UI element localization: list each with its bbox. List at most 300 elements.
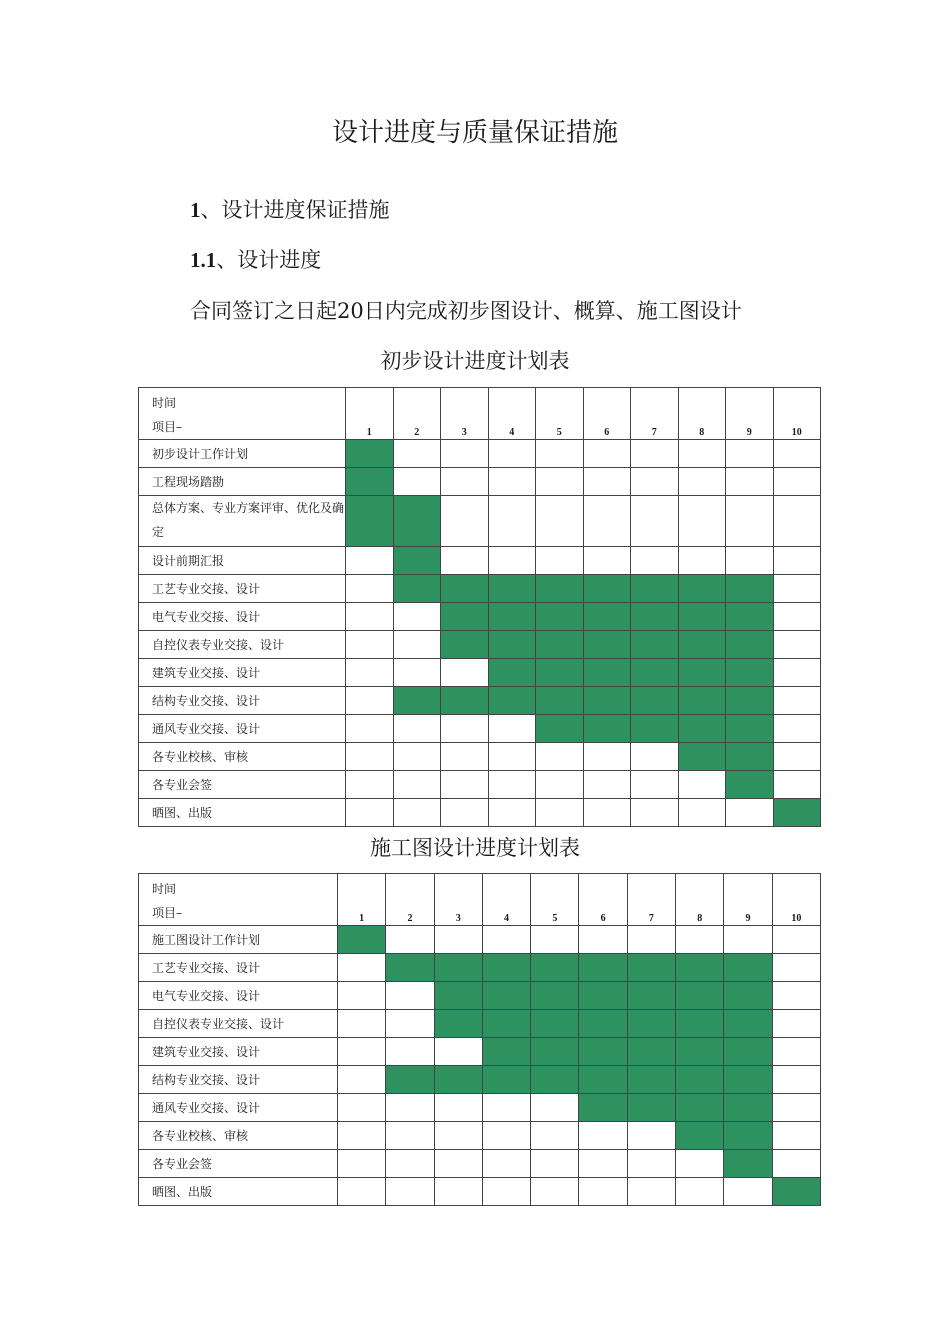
table-row <box>139 799 821 827</box>
gantt-empty-cell <box>441 468 489 496</box>
gantt-bar-cell <box>724 1038 772 1066</box>
header-row <box>139 874 821 926</box>
task-name-cell <box>139 1010 338 1038</box>
gantt-empty-cell <box>434 926 482 954</box>
gantt-bar-cell <box>531 982 579 1010</box>
task-name: 自控仪表专业交接、设计 <box>152 638 285 652</box>
gantt-empty-cell <box>338 954 386 982</box>
day-header-4: 4 <box>482 874 530 926</box>
gantt-empty-cell <box>441 799 489 827</box>
table-row <box>139 440 821 468</box>
gantt-empty-cell <box>386 1122 434 1150</box>
gantt-empty-cell <box>531 1094 579 1122</box>
gantt-empty-cell <box>488 440 536 468</box>
gantt-bar-cell <box>441 631 489 659</box>
preliminary-design-schedule-table <box>138 387 821 827</box>
day-header-3: 3 <box>434 874 482 926</box>
task-name-cell <box>139 1066 338 1094</box>
gantt-bar-cell <box>631 687 679 715</box>
gantt-bar-cell <box>627 954 675 982</box>
gantt-empty-cell <box>631 743 679 771</box>
gantt-empty-cell <box>678 496 726 547</box>
gantt-bar-cell <box>724 982 772 1010</box>
gantt-empty-cell <box>678 440 726 468</box>
gantt-bar-cell <box>724 954 772 982</box>
gantt-empty-cell <box>583 496 631 547</box>
gantt-empty-cell <box>579 1122 627 1150</box>
gantt-bar-cell <box>676 954 724 982</box>
gantt-bar-cell <box>627 1066 675 1094</box>
gantt-bar-cell <box>531 1038 579 1066</box>
gantt-bar-cell <box>726 659 774 687</box>
gantt-empty-cell <box>346 743 394 771</box>
table-row <box>139 603 821 631</box>
task-name-cell <box>139 799 346 827</box>
gantt-bar-cell <box>536 659 584 687</box>
gantt-empty-cell <box>338 1010 386 1038</box>
table-row <box>139 954 821 982</box>
gantt-empty-cell <box>583 440 631 468</box>
task-name: 自控仪表专业交接、设计 <box>152 1017 285 1031</box>
gantt-empty-cell <box>488 743 536 771</box>
gantt-bar-cell <box>627 1094 675 1122</box>
gantt-bar-cell <box>393 547 441 575</box>
gantt-empty-cell <box>531 1122 579 1150</box>
gantt-empty-cell <box>488 771 536 799</box>
gantt-empty-cell <box>393 468 441 496</box>
gantt-empty-cell <box>346 603 394 631</box>
gantt-empty-cell <box>434 1178 482 1206</box>
task-name-cell <box>139 687 346 715</box>
gantt-bar-cell <box>434 954 482 982</box>
gantt-empty-cell <box>482 1178 530 1206</box>
gantt-bar-cell <box>726 687 774 715</box>
header-label-cell <box>139 388 346 440</box>
gantt-empty-cell <box>531 1178 579 1206</box>
gantt-bar-cell <box>579 1010 627 1038</box>
gantt-bar-cell <box>678 575 726 603</box>
gantt-empty-cell <box>338 1066 386 1094</box>
table-row <box>139 1150 821 1178</box>
gantt-bar-cell <box>579 982 627 1010</box>
gantt-empty-cell <box>393 743 441 771</box>
gantt-empty-cell <box>488 799 536 827</box>
table-row <box>139 1122 821 1150</box>
gantt-empty-cell <box>627 1122 675 1150</box>
gantt-empty-cell <box>434 1150 482 1178</box>
gantt-bar-cell <box>627 1038 675 1066</box>
preliminary-table-caption: 初步设计进度计划表 <box>380 349 570 373</box>
task-name-cell <box>139 468 346 496</box>
gantt-empty-cell <box>536 496 584 547</box>
gantt-empty-cell <box>726 547 774 575</box>
gantt-bar-cell <box>579 1038 627 1066</box>
task-name: 各专业校核、审核 <box>152 750 249 764</box>
gantt-empty-cell <box>627 926 675 954</box>
construction-drawing-schedule-table <box>138 873 821 1206</box>
gantt-bar-cell <box>482 1038 530 1066</box>
gantt-empty-cell <box>631 468 679 496</box>
section-1-1-heading <box>190 244 321 274</box>
gantt-empty-cell <box>536 743 584 771</box>
gantt-bar-cell <box>726 715 774 743</box>
gantt-empty-cell <box>386 982 434 1010</box>
gantt-empty-cell <box>772 1066 820 1094</box>
gantt-bar-cell <box>579 1094 627 1122</box>
task-name: 设计前期汇报 <box>152 554 225 568</box>
gantt-bar-cell <box>441 687 489 715</box>
task-name: 结构专业交接、设计 <box>152 1073 261 1087</box>
task-name-cell <box>139 743 346 771</box>
task-name-cell <box>139 954 338 982</box>
task-name: 电气专业交接、设计 <box>152 610 261 624</box>
task-name-cell <box>139 1038 338 1066</box>
gantt-empty-cell <box>583 799 631 827</box>
gantt-bar-cell <box>579 1066 627 1094</box>
gantt-bar-cell <box>583 631 631 659</box>
gantt-empty-cell <box>393 603 441 631</box>
gantt-empty-cell <box>773 631 821 659</box>
gantt-empty-cell <box>773 547 821 575</box>
task-name: 初步设计工作计划 <box>152 447 249 461</box>
gantt-bar-cell <box>724 1066 772 1094</box>
gantt-bar-cell <box>726 575 774 603</box>
gantt-bar-cell <box>346 496 394 547</box>
day-header-5: 5 <box>536 388 584 440</box>
table-row <box>139 1094 821 1122</box>
table-row <box>139 468 821 496</box>
gantt-bar-cell <box>386 954 434 982</box>
schedule-paragraph: 合同签订之日起20日内完成初步图设计、概算、施工图设计 <box>190 299 742 323</box>
gantt-empty-cell <box>338 1122 386 1150</box>
gantt-empty-cell <box>676 926 724 954</box>
day-header-6: 6 <box>583 388 631 440</box>
gantt-empty-cell <box>338 1150 386 1178</box>
table-row <box>139 1066 821 1094</box>
task-name-cell <box>139 715 346 743</box>
task-name: 施工图设计工作计划 <box>152 933 261 947</box>
document-title: 设计进度与质量保证措施 <box>331 118 618 148</box>
task-name: 建筑专业交接、设计 <box>152 666 261 680</box>
gantt-empty-cell <box>579 1150 627 1178</box>
gantt-empty-cell <box>773 496 821 547</box>
section-1-heading <box>190 194 390 224</box>
task-name-cell <box>139 926 338 954</box>
gantt-empty-cell <box>434 1122 482 1150</box>
gantt-empty-cell <box>726 799 774 827</box>
gantt-empty-cell <box>583 743 631 771</box>
item-label: 项目– <box>152 420 183 434</box>
gantt-empty-cell <box>627 1178 675 1206</box>
construction-table-caption: 施工图设计进度计划表 <box>370 836 580 860</box>
gantt-bar-cell <box>338 926 386 954</box>
gantt-bar-cell <box>482 954 530 982</box>
gantt-empty-cell <box>773 715 821 743</box>
gantt-empty-cell <box>772 1094 820 1122</box>
gantt-empty-cell <box>631 440 679 468</box>
task-name-cell <box>139 1094 338 1122</box>
day-header-8: 8 <box>676 874 724 926</box>
gantt-bar-cell <box>676 1010 724 1038</box>
gantt-empty-cell <box>531 926 579 954</box>
gantt-empty-cell <box>393 799 441 827</box>
gantt-bar-cell <box>627 982 675 1010</box>
gantt-empty-cell <box>773 440 821 468</box>
gantt-bar-cell <box>536 715 584 743</box>
gantt-empty-cell <box>488 547 536 575</box>
gantt-empty-cell <box>583 771 631 799</box>
gantt-empty-cell <box>772 1038 820 1066</box>
gantt-bar-cell <box>583 603 631 631</box>
gantt-empty-cell <box>338 1038 386 1066</box>
gantt-empty-cell <box>441 496 489 547</box>
task-name-cell <box>139 982 338 1010</box>
gantt-bar-cell <box>678 603 726 631</box>
gantt-bar-cell <box>441 603 489 631</box>
gantt-empty-cell <box>726 468 774 496</box>
gantt-empty-cell <box>441 743 489 771</box>
table-row <box>139 1178 821 1206</box>
day-header-7: 7 <box>631 388 679 440</box>
gantt-empty-cell <box>583 547 631 575</box>
gantt-empty-cell <box>631 547 679 575</box>
task-name: 工程现场踏勘 <box>152 475 225 489</box>
gantt-bar-cell <box>531 1066 579 1094</box>
gantt-empty-cell <box>482 1094 530 1122</box>
gantt-empty-cell <box>678 771 726 799</box>
gantt-bar-cell <box>631 631 679 659</box>
time-label: 时间 <box>152 882 177 896</box>
table-row <box>139 687 821 715</box>
task-name: 建筑专业交接、设计 <box>152 1045 261 1059</box>
gantt-bar-cell <box>579 954 627 982</box>
gantt-empty-cell <box>631 799 679 827</box>
gantt-empty-cell <box>772 982 820 1010</box>
day-header-10: 10 <box>772 874 820 926</box>
gantt-empty-cell <box>579 926 627 954</box>
gantt-empty-cell <box>631 496 679 547</box>
gantt-bar-cell <box>676 1066 724 1094</box>
gantt-empty-cell <box>441 715 489 743</box>
gantt-bar-cell <box>393 687 441 715</box>
gantt-empty-cell <box>441 547 489 575</box>
table-row <box>139 715 821 743</box>
gantt-bar-cell <box>676 1122 724 1150</box>
gantt-empty-cell <box>434 1038 482 1066</box>
gantt-bar-cell <box>488 659 536 687</box>
gantt-bar-cell <box>772 1178 820 1206</box>
gantt-bar-cell <box>726 743 774 771</box>
time-label: 时间 <box>152 396 177 410</box>
gantt-empty-cell <box>773 575 821 603</box>
gantt-bar-cell <box>482 1010 530 1038</box>
gantt-bar-cell <box>488 575 536 603</box>
gantt-empty-cell <box>678 468 726 496</box>
gantt-bar-cell <box>678 715 726 743</box>
gantt-bar-cell <box>583 687 631 715</box>
gantt-empty-cell <box>393 659 441 687</box>
day-header-2: 2 <box>393 388 441 440</box>
gantt-bar-cell <box>678 659 726 687</box>
gantt-empty-cell <box>726 440 774 468</box>
gantt-bar-cell <box>631 659 679 687</box>
gantt-bar-cell <box>536 575 584 603</box>
gantt-bar-cell <box>678 631 726 659</box>
gantt-empty-cell <box>676 1178 724 1206</box>
header-label-cell <box>139 874 338 926</box>
gantt-empty-cell <box>579 1178 627 1206</box>
gantt-empty-cell <box>773 687 821 715</box>
task-name: 工艺专业交接、设计 <box>152 582 261 596</box>
gantt-empty-cell <box>772 954 820 982</box>
task-name-cell <box>139 1122 338 1150</box>
task-name: 通风专业交接、设计 <box>152 1101 261 1115</box>
gantt-empty-cell <box>338 1094 386 1122</box>
gantt-empty-cell <box>482 1150 530 1178</box>
table-row <box>139 631 821 659</box>
gantt-bar-cell <box>536 603 584 631</box>
table-row <box>139 743 821 771</box>
day-header-8: 8 <box>678 388 726 440</box>
gantt-bar-cell <box>631 603 679 631</box>
gantt-empty-cell <box>346 547 394 575</box>
task-name-cell <box>139 631 346 659</box>
gantt-empty-cell <box>386 1010 434 1038</box>
gantt-empty-cell <box>338 982 386 1010</box>
day-header-7: 7 <box>627 874 675 926</box>
table-row <box>139 982 821 1010</box>
table-row <box>139 575 821 603</box>
gantt-empty-cell <box>536 799 584 827</box>
day-header-3: 3 <box>441 388 489 440</box>
task-name: 各专业会签 <box>152 778 213 792</box>
gantt-bar-cell <box>531 954 579 982</box>
gantt-bar-cell <box>724 1122 772 1150</box>
gantt-bar-cell <box>488 687 536 715</box>
table-row <box>139 926 821 954</box>
gantt-empty-cell <box>441 440 489 468</box>
gantt-empty-cell <box>724 1178 772 1206</box>
gantt-empty-cell <box>386 1038 434 1066</box>
gantt-empty-cell <box>386 1150 434 1178</box>
gantt-bar-cell <box>583 575 631 603</box>
gantt-empty-cell <box>393 631 441 659</box>
gantt-empty-cell <box>772 1150 820 1178</box>
gantt-bar-cell <box>724 1010 772 1038</box>
table-row <box>139 659 821 687</box>
item-label: 项目– <box>152 906 183 920</box>
task-name-cell <box>139 547 346 575</box>
day-header-6: 6 <box>579 874 627 926</box>
gantt-bar-cell <box>676 982 724 1010</box>
gantt-bar-cell <box>386 1066 434 1094</box>
gantt-empty-cell <box>346 715 394 743</box>
gantt-empty-cell <box>772 1122 820 1150</box>
section-number: 1.1 <box>190 248 217 272</box>
gantt-empty-cell <box>393 771 441 799</box>
gantt-empty-cell <box>531 1150 579 1178</box>
gantt-empty-cell <box>393 440 441 468</box>
gantt-bar-cell <box>536 631 584 659</box>
task-name: 工艺专业交接、设计 <box>152 961 261 975</box>
gantt-empty-cell <box>773 771 821 799</box>
task-name-cell <box>139 440 346 468</box>
gantt-bar-cell <box>676 1094 724 1122</box>
gantt-empty-cell <box>441 659 489 687</box>
gantt-empty-cell <box>772 926 820 954</box>
gantt-bar-cell <box>676 1038 724 1066</box>
gantt-bar-cell <box>441 575 489 603</box>
day-header-9: 9 <box>726 388 774 440</box>
gantt-empty-cell <box>773 603 821 631</box>
gantt-bar-cell <box>346 440 394 468</box>
gantt-empty-cell <box>536 771 584 799</box>
gantt-bar-cell <box>631 715 679 743</box>
gantt-empty-cell <box>346 771 394 799</box>
table-row <box>139 496 821 547</box>
gantt-empty-cell <box>386 926 434 954</box>
gantt-empty-cell <box>488 496 536 547</box>
gantt-empty-cell <box>386 1178 434 1206</box>
task-name-cell <box>139 603 346 631</box>
gantt-empty-cell <box>441 771 489 799</box>
gantt-bar-cell <box>393 496 441 547</box>
gantt-empty-cell <box>726 496 774 547</box>
gantt-bar-cell <box>482 982 530 1010</box>
section-number: 1 <box>190 198 201 222</box>
gantt-bar-cell <box>631 575 679 603</box>
gantt-bar-cell <box>434 1010 482 1038</box>
gantt-empty-cell <box>488 468 536 496</box>
gantt-empty-cell <box>536 440 584 468</box>
task-name-cell <box>139 1150 338 1178</box>
gantt-bar-cell <box>531 1010 579 1038</box>
gantt-bar-cell <box>536 687 584 715</box>
task-name: 各专业会签 <box>152 1157 213 1171</box>
gantt-empty-cell <box>724 926 772 954</box>
task-name-cell <box>139 1178 338 1206</box>
gantt-bar-cell <box>434 982 482 1010</box>
gantt-empty-cell <box>773 659 821 687</box>
gantt-empty-cell <box>627 1150 675 1178</box>
gantt-empty-cell <box>772 1010 820 1038</box>
gantt-empty-cell <box>488 715 536 743</box>
header-row <box>139 388 821 440</box>
table-row <box>139 1038 821 1066</box>
gantt-empty-cell <box>482 926 530 954</box>
gantt-bar-cell <box>724 1150 772 1178</box>
gantt-bar-cell <box>678 743 726 771</box>
gantt-empty-cell <box>773 468 821 496</box>
task-name-cell <box>139 771 346 799</box>
gantt-bar-cell <box>724 1094 772 1122</box>
day-header-1: 1 <box>346 388 394 440</box>
gantt-empty-cell <box>482 1122 530 1150</box>
gantt-bar-cell <box>393 575 441 603</box>
gantt-bar-cell <box>726 603 774 631</box>
gantt-bar-cell <box>583 715 631 743</box>
section-title: 、设计进度 <box>216 248 322 272</box>
gantt-bar-cell <box>346 468 394 496</box>
gantt-empty-cell <box>536 468 584 496</box>
gantt-bar-cell <box>488 631 536 659</box>
day-header-5: 5 <box>531 874 579 926</box>
gantt-empty-cell <box>434 1094 482 1122</box>
gantt-empty-cell <box>536 547 584 575</box>
gantt-empty-cell <box>678 799 726 827</box>
day-header-10: 10 <box>773 388 821 440</box>
gantt-empty-cell <box>631 771 679 799</box>
